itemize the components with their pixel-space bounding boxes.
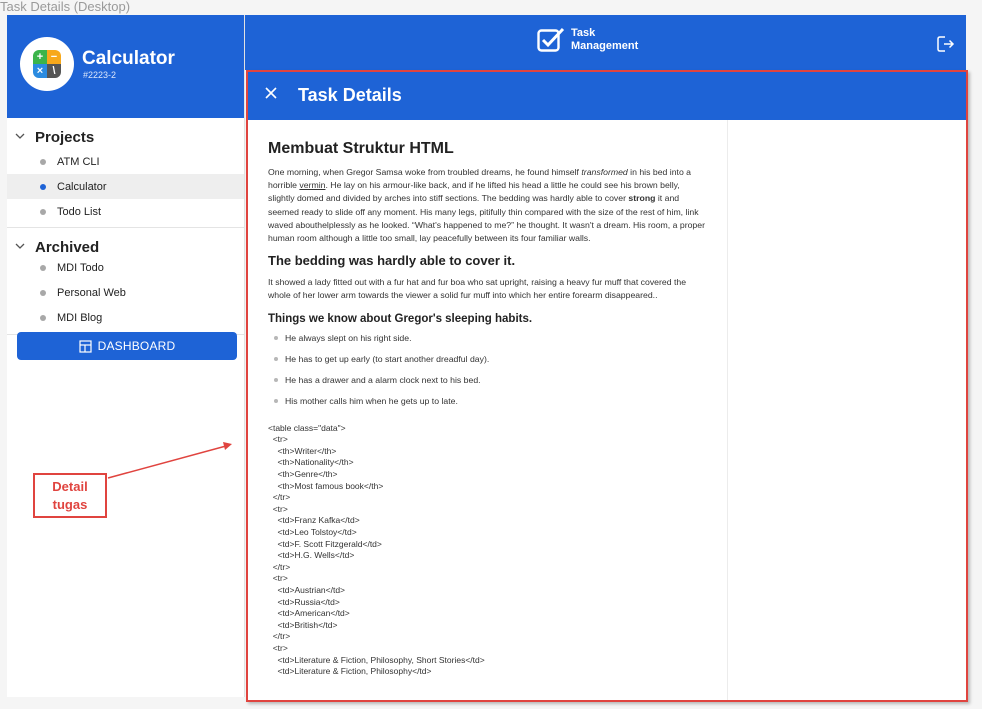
heading-2: The bedding was hardly able to cover it. [268,253,516,269]
dashboard-label: DASHBOARD [97,339,176,353]
bullet-icon [274,336,278,340]
group-label: Projects [35,128,95,146]
column-divider [727,120,728,702]
annotation-line-1: Detail [52,479,88,494]
logo-plus: + [33,50,47,64]
dashboard-button[interactable] [17,332,237,360]
heading-3: Things we know about Gregor's sleeping habits. [268,312,533,325]
bullet-icon [40,315,46,321]
list-item [274,333,708,354]
chevron-down-icon [15,132,29,143]
sidebar-item-label: Todo List [57,205,102,218]
close-icon [264,86,278,100]
bullet-icon [40,159,46,165]
brand [537,27,638,53]
sidebar-item-mdi-todo[interactable] [7,255,244,280]
annotation-line-2: tugas [52,497,88,512]
paragraph-1 [268,166,708,245]
projects-group-toggle[interactable] [7,126,244,148]
list-item-text: He has to get up early (to start another dreadful day). [285,353,490,364]
list-item [274,396,708,417]
panel-title: Task Details [298,85,402,105]
app-name: Calculator [82,48,175,69]
sidebar-header [7,15,244,118]
sidebar-item-personal-web[interactable] [7,280,244,305]
strong-text: strong [628,193,656,204]
bullet-icon [40,265,46,271]
list-item-text: His mother calls him when he gets up to late. [285,395,458,406]
sidebar-item-label: MDI Todo [57,261,104,274]
sidebar-item-label: MDI Blog [57,311,103,324]
divider [7,227,244,228]
logout-button[interactable] [936,35,956,58]
archived-group [7,236,244,330]
text-run: . He lay on his armour-like back, and if he lifted his head a little he could see his brown belly, slightly domed and divided by arches into stiff sections. The bedding was hardly able to cover [268,180,680,204]
chevron-down-icon [15,242,29,253]
close-button[interactable] [264,86,278,105]
group-label: Archived [35,238,100,256]
sidebar-item-label: ATM CLI [57,155,100,168]
list-item [274,375,708,396]
sidebar-item-label: Personal Web [57,286,126,299]
brand-line-2: Management [571,40,639,52]
sidebar-item-label: Calculator [57,180,107,193]
brand-line-1: Task [571,27,596,39]
logo-times: × [33,64,47,78]
logo-divide: \ [47,64,61,78]
task-check-icon [537,27,565,53]
dashboard-icon [79,340,92,353]
brand-name [571,27,638,53]
sidebar-item-atm-cli[interactable] [7,149,244,174]
task-details-panel [246,70,968,702]
bullet-icon [274,399,278,403]
annotation-note [33,473,107,518]
projects-group [7,126,244,224]
emphasis-text: transformed [581,167,628,177]
frame-title: Task Details (Desktop) [0,0,131,14]
logo-minus: − [47,50,61,64]
bullet-icon [40,184,46,190]
panel-header [248,72,966,120]
doc-title: Membuat Struktur HTML [268,140,454,157]
sidebar-item-todo-list[interactable] [7,199,244,224]
paragraph-2: It showed a lady fitted out with a fur hat and fur boa who sat upright, raising a heavy fur muff that covered the whole of her lower arm towards the viewer a solid fur muff into which her entire forearm disappeared.. [268,277,687,301]
bullet-icon [40,290,46,296]
text-run: it and seemed ready to slide off any moment. His many legs, pitifully thin compared with the size of the rest of him, link waved abouthelplessly as he looked. “What's happened to me?” he thought. It wasn't a dream. His room, a proper human room although a little too small, lay peacefully between its four familiar walls. [268,193,705,244]
bullet-icon [40,209,46,215]
sidebar [7,15,245,697]
sidebar-item-calculator[interactable] [7,174,244,199]
app-code: #2223-2 [83,70,117,80]
vermin-link[interactable]: vermin [299,180,326,191]
logout-icon [936,35,956,53]
bullet-icon [274,357,278,361]
text-run: in his bed into a horrible [268,167,692,191]
sidebar-item-mdi-blog[interactable] [7,305,244,330]
task-description [268,140,708,678]
app-logo [20,37,74,91]
list-item-text: He has a drawer and a alarm clock next to his bed. [285,374,481,385]
text-run: One morning, when Gregor Samsa woke from troubled dreams, he found himself [268,167,582,177]
calculator-icon [33,50,61,78]
list-item [274,354,708,375]
list-item-text: He always slept on his right side. [285,332,412,343]
bullet-icon [274,378,278,382]
code-block: <table class="data"> <tr> <th>Writer</th> <th>Nationality</th> <th>Genre</th> <th>Most famous book</th> </tr> <tr> <td>Franz Kafka</td> <td>Leo Tolstoy</td> <td>F. Scott Fitzgerald</td> <td>H.G. Wells</td> </tr> <tr> <td>Austrian</td> <td>Russia</td> <td>American</td> <td>British</td> </tr> <tr> <td>Literature & Fiction, Philosophy, Short Stories</td> <td>Literature & Fiction, Philosophy</td> [268,422,485,677]
top-bar [245,15,966,70]
habits-list [268,333,708,417]
